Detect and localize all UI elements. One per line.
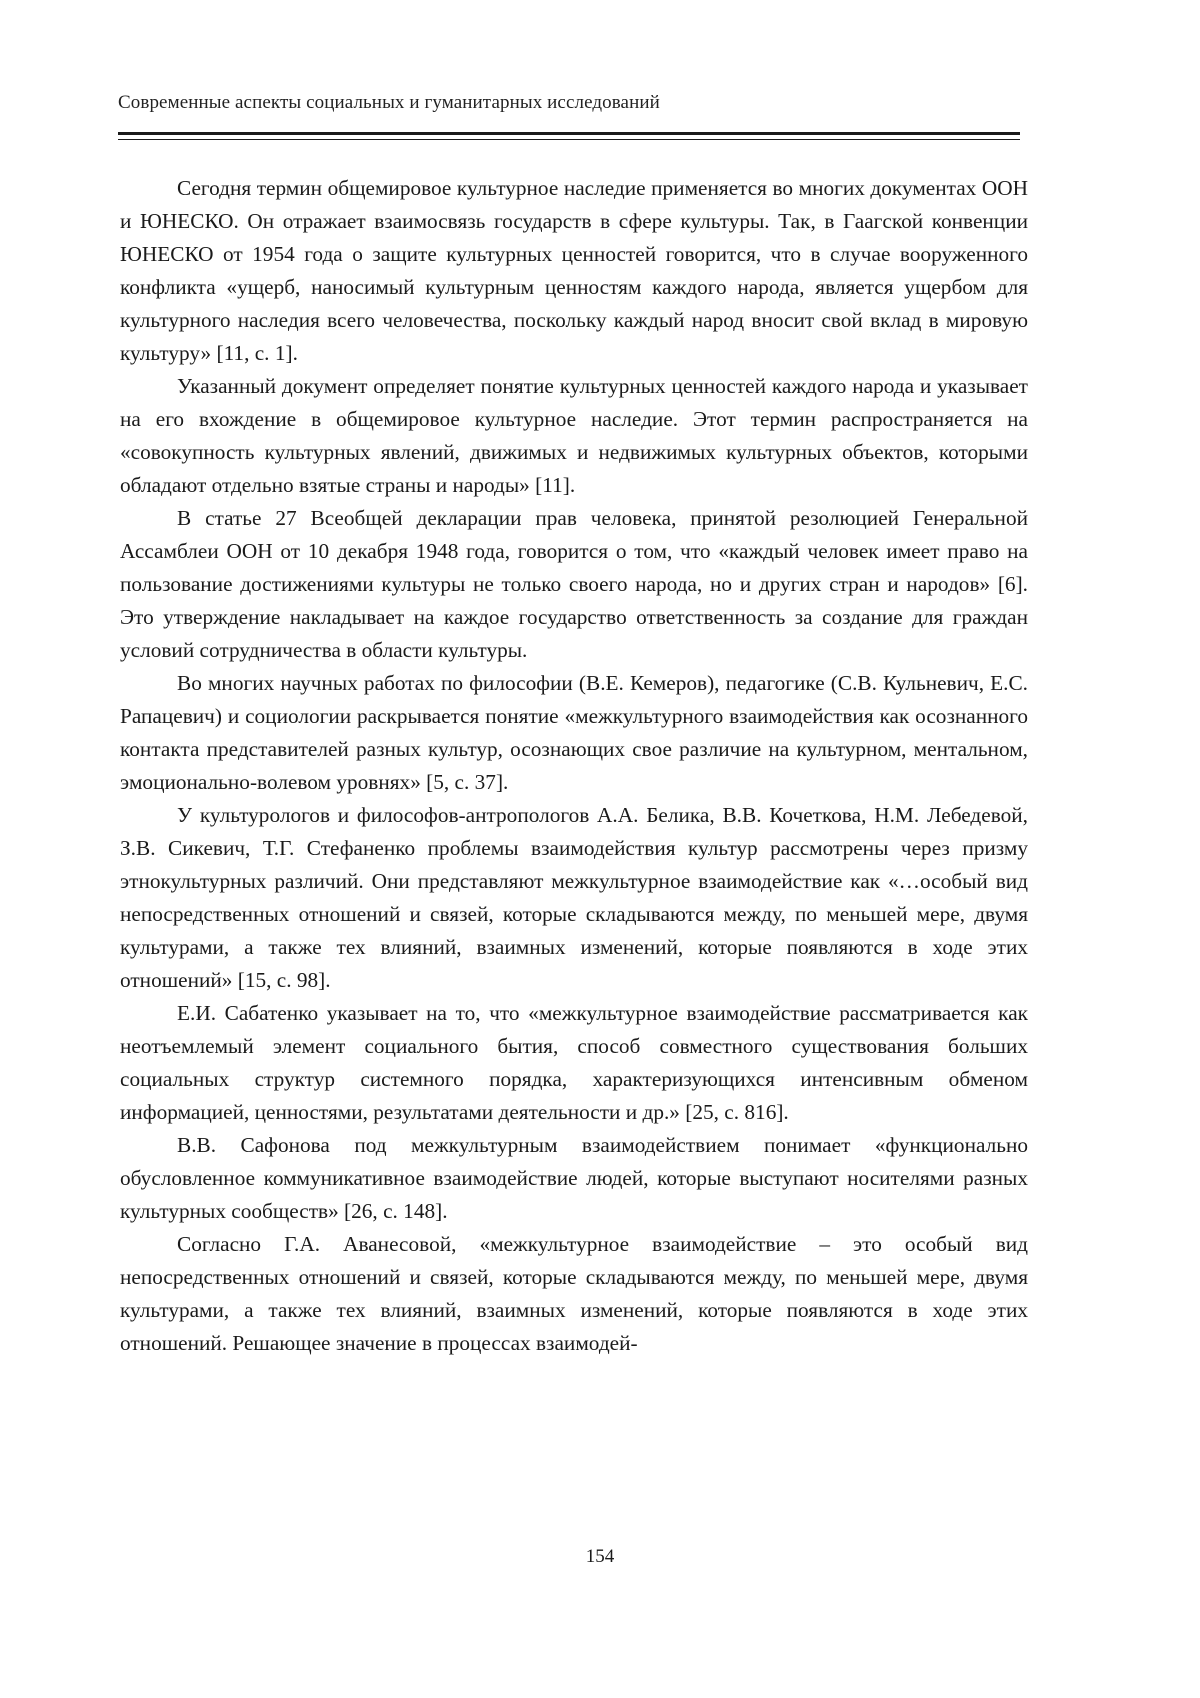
paragraph: Согласно Г.А. Аванесовой, «межкультурное взаимодействие – это особый вид непосредственных отношений и связей, которые складываются между, по меньшей мере, двумя культурами, а также тех влияний, взаимных изменений, которые появляются в ходе этих отношений. Решающее значение в процессах взаимодей- <box>120 1232 1028 1355</box>
header-double-rule <box>118 132 1020 140</box>
paragraph: У культурологов и философов-антропологов А.А. Белика, В.В. Кочеткова, Н.М. Лебедевой, З.В. Сикевич, Т.Г. Стефаненко проблемы взаимодействия культур рассмотрены через призму этнокультурных различий. Они представляют межкультурное взаимодействие как «…особый вид непосредственных отношений и связей, которые складываются между, по меньшей мере, двумя культурами, а также тех влияний, взаимных изменений, которые появляются в ходе этих отношений» [15, с. 98]. <box>120 803 1028 992</box>
paragraph: Указанный документ определяет понятие культурных ценностей каждого народа и указывает на его вхождение в общемировое культурное наследие. Этот термин распространяется на «совокупность культурных явлений, движимых и недвижимых культурных объектов, которыми обладают отдельно взятые страны и народы» [11]. <box>120 374 1028 497</box>
paragraph: Во многих научных работах по философии (В.Е. Кемеров), педагогике (С.В. Кульневич, Е.С. Рапацевич) и социологии раскрывается понятие «межкультурного взаимодействия как осознанного контакта представителей разных культур, осознающих свое различие на культурном, ментальном, эмоционально-волевом уровнях» [5, с. 37]. <box>120 671 1028 794</box>
paragraph: Сегодня термин общемировое культурное наследие применяется во многих документах ООН и ЮНЕСКО. Он отражает взаимосвязь государств в сфере культуры. Так, в Гаагской конвенции ЮНЕСКО от 1954 года о защите культурных ценностей говорится, что в случае вооруженного конфликта «ущерб, наносимый культурным ценностям каждого народа, является ущербом для культурного наследия всего человечества, поскольку каждый народ вносит свой вклад в мировую культуру» [11, с. 1]. <box>120 176 1028 365</box>
running-header-title: Современные аспекты социальных и гуманитарных исследований <box>118 92 660 113</box>
paragraph: Е.И. Сабатенко указывает на то, что «межкультурное взаимодействие рассматривается как неотъемлемый элемент социального бытия, способ совместного существования больших социальных структур системного порядка, характеризующихся интенсивным обменом информацией, ценностями, результатами деятельности и др.» [25, с. 816]. <box>120 1001 1028 1124</box>
page-number: 154 <box>585 1546 615 1567</box>
paragraph: В.В. Сафонова под межкультурным взаимодействием понимает «функционально обусловленное коммуникативное взаимодействие людей, которые выступают носителями разных культурных сообществ» [26, с. 148]. <box>120 1133 1028 1223</box>
body-text <box>120 172 1028 1360</box>
paragraph: В статье 27 Всеобщей декларации прав человека, принятой резолюцией Генеральной Ассамблеи ООН от 10 декабря 1948 года, говорится о том, что «каждый человек имеет право на пользование достижениями культуры не только своего народа, но и других стран и народов» [6]. Это утверждение накладывает на каждое государство ответственность за создание для граждан условий сотрудничества в области культуры. <box>120 506 1028 662</box>
